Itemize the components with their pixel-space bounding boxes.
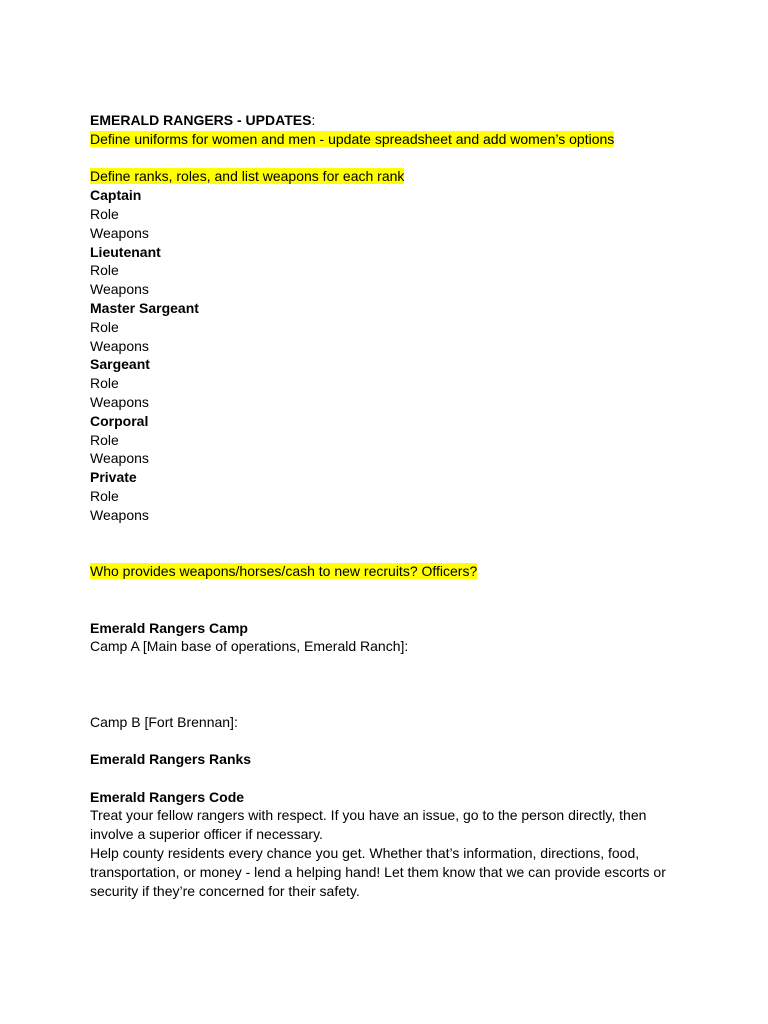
document-title: EMERALD RANGERS - UPDATES	[90, 112, 312, 128]
spacer	[90, 149, 690, 168]
rank-role: Role	[90, 262, 119, 279]
ranks-task: Define ranks, roles, and list weapons for each rank	[90, 168, 405, 185]
ranks-task-line	[90, 167, 690, 186]
code-paragraph: Help county residents every chance you get. Whether that’s information, directions, food, transportation, or money - lend a helping hand! Let them know that we can provide escorts or security if they’re concerned for their safety.	[90, 845, 666, 899]
rank-role: Role	[90, 318, 119, 335]
spacer	[90, 581, 690, 619]
rank-name: Captain	[90, 187, 142, 204]
ranks-heading: Emerald Rangers Ranks	[90, 751, 252, 768]
rank-weapons: Weapons	[90, 224, 149, 241]
rank-list	[90, 186, 690, 524]
spacer	[90, 525, 690, 563]
rank-role: Role	[90, 205, 119, 222]
recruits-question-line	[90, 562, 690, 581]
camp-heading: Emerald Rangers Camp	[90, 619, 248, 636]
rank-weapons: Weapons	[90, 450, 149, 467]
spacer	[90, 769, 690, 788]
uniforms-task-line	[90, 130, 690, 149]
rank-weapons: Weapons	[90, 337, 149, 354]
rank-name: Lieutenant	[90, 243, 161, 260]
uniforms-task: Define uniforms for women and men - update spreadsheet and add women’s options	[90, 130, 615, 147]
document-title-line	[90, 111, 690, 130]
rank-name: Master Sargeant	[90, 299, 199, 316]
rank-role: Role	[90, 431, 119, 448]
rank-name: Private	[90, 469, 137, 486]
rank-name: Sargeant	[90, 356, 150, 373]
rank-role: Role	[90, 375, 119, 392]
camp-b: Camp B [Fort Brennan]:	[90, 713, 238, 730]
recruits-question: Who provides weapons/horses/cash to new recruits? Officers?	[90, 563, 478, 580]
camp-a: Camp A [Main base of operations, Emerald Ranch]:	[90, 638, 409, 655]
document-title-colon: :	[311, 112, 316, 128]
code-heading: Emerald Rangers Code	[90, 788, 245, 805]
document-page	[90, 111, 690, 900]
spacer	[90, 731, 690, 750]
rank-name: Corporal	[90, 412, 149, 429]
rank-weapons: Weapons	[90, 393, 149, 410]
rank-weapons: Weapons	[90, 506, 149, 523]
rank-role: Role	[90, 487, 119, 504]
code-paragraph: Treat your fellow rangers with respect. If you have an issue, go to the person directly, then involve a superior officer if necessary.	[90, 807, 647, 843]
spacer	[90, 656, 690, 712]
rank-weapons: Weapons	[90, 281, 149, 298]
